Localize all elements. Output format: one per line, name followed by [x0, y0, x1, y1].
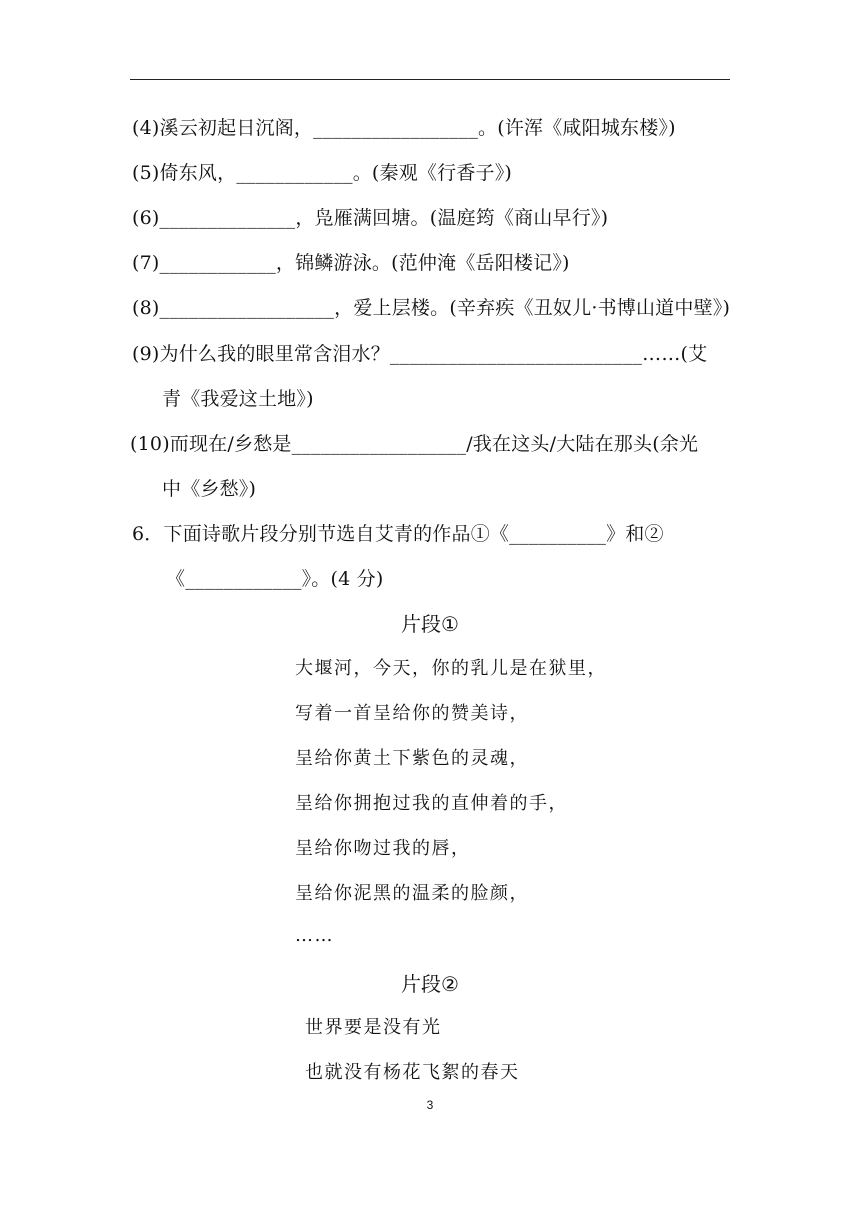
fill-blank-item-10: (10)而现在/乡愁是__________________/我在这头/大陆在那头(余光 [130, 433, 699, 455]
fragment-1-line: 大堰河，今天，你的乳儿是在狱里， [295, 658, 607, 679]
fragment-1-line: 呈给你泥黑的温柔的脸颜， [295, 883, 529, 904]
fragment-2-heading: 片段② [401, 972, 459, 996]
question-6-continued: 《____________》。(4 分) [166, 568, 384, 590]
fill-blank-item-7: (7)____________，锦鳞游泳。(范仲淹《岳阳楼记》) [132, 252, 570, 274]
fragment-1-line: 呈给你吻过我的唇， [295, 838, 471, 859]
fragment-2-line: 也就没有杨花飞絮的春天 [305, 1062, 520, 1083]
fill-blank-item-9-continued: 青《我爱这土地》) [162, 388, 314, 410]
fill-blank-item-6: (6)______________，凫雁满回塘。(温庭筠《商山早行》) [132, 207, 609, 229]
fragment-1-line: 呈给你拥抱过我的直伸着的手， [295, 793, 568, 814]
fragment-1-heading: 片段① [401, 612, 459, 636]
fragment-2-line: 世界要是没有光 [305, 1017, 442, 1038]
fragment-1-line: 呈给你黄土下紫色的灵魂， [295, 748, 529, 769]
question-6: 6．下面诗歌片段分别节选自艾青的作品①《__________》和② [132, 523, 664, 545]
header-rule [130, 79, 730, 80]
fill-blank-item-5: (5)倚东风，____________。(秦观《行香子》) [132, 162, 513, 184]
page-number: 3 [426, 1098, 434, 1112]
fragment-1-ellipsis: …… [295, 925, 334, 946]
fragment-1-line: 写着一首呈给你的赞美诗， [295, 703, 529, 724]
fill-blank-item-9: (9)为什么我的眼里常含泪水？__________________________……(艾 [132, 343, 708, 365]
fill-blank-item-10-continued: 中《乡愁》) [162, 478, 257, 500]
fill-blank-item-8: (8)__________________，爱上层楼。(辛弃疾《丑奴儿·书博山道中壁》) [132, 297, 731, 319]
fill-blank-item-4: (4)溪云初起日沉阁，_________________。(许浑《咸阳城东楼》) [132, 117, 676, 139]
